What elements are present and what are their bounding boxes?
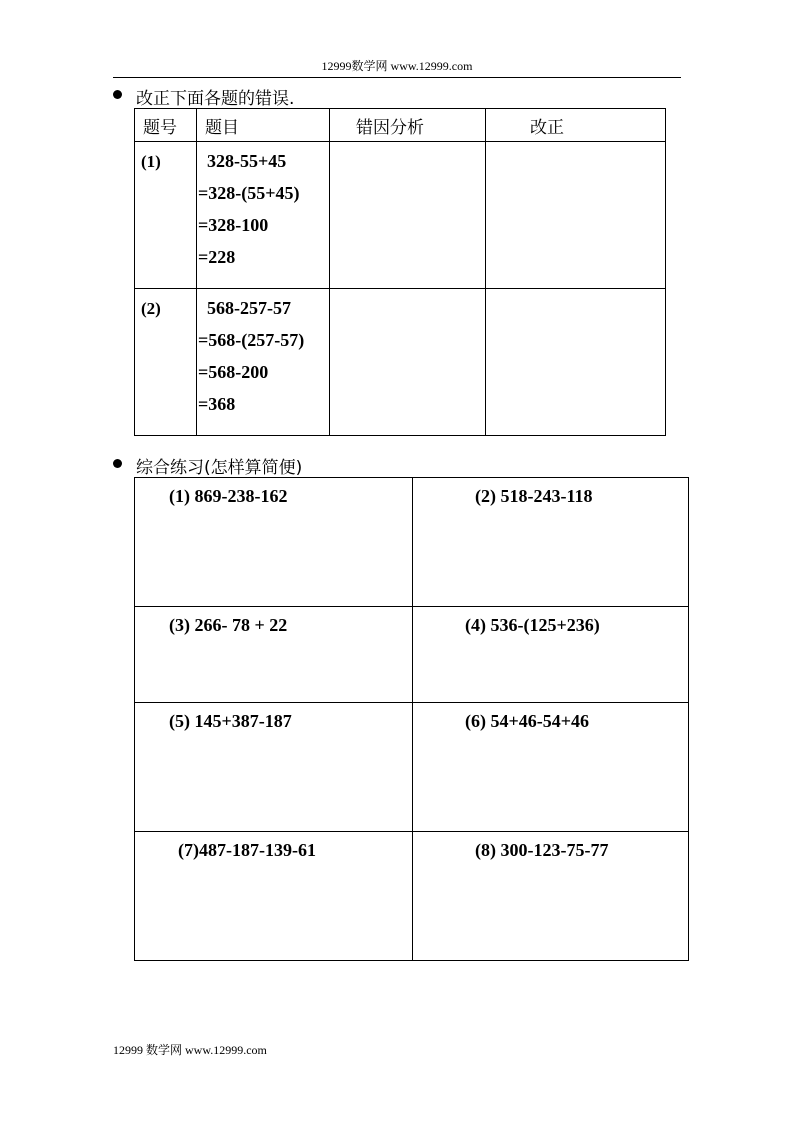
- problem-text: (8) 300-123-75-77: [475, 840, 609, 860]
- row-number-cell: [135, 142, 197, 289]
- table-row: [135, 703, 689, 832]
- table-header-row: [135, 109, 666, 142]
- problem-text: (6) 54+46-54+46: [465, 711, 589, 731]
- section-title-text: 综合练习(怎样算简便): [136, 458, 303, 478]
- section-title-text: 改正下面各题的错误.: [136, 89, 295, 109]
- error-analysis-cell[interactable]: [330, 289, 486, 436]
- page-footer: 12999 数学网 www.12999.com: [113, 1043, 267, 1057]
- problem-cell: [197, 142, 330, 289]
- table-row: [135, 832, 689, 961]
- problem-cell[interactable]: [413, 703, 689, 832]
- step-line: =568-200: [198, 362, 269, 382]
- table-row: [135, 478, 689, 607]
- section-title-corrections: [113, 84, 294, 109]
- step-line: 328-55+45: [207, 151, 287, 171]
- row-number: (2): [141, 299, 161, 318]
- problem-cell: [197, 289, 330, 436]
- problem-cell[interactable]: [413, 478, 689, 607]
- column-header-error-analysis: 错因分析: [330, 109, 486, 142]
- column-header-number: 题号: [135, 109, 197, 142]
- bullet-icon: [113, 459, 122, 468]
- table-row: [135, 289, 666, 436]
- problem-cell[interactable]: [135, 703, 413, 832]
- table-row: [135, 142, 666, 289]
- correction-cell[interactable]: [486, 142, 666, 289]
- row-number-cell: [135, 289, 197, 436]
- correction-cell[interactable]: [486, 289, 666, 436]
- practice-table: [134, 477, 689, 961]
- problem-cell[interactable]: [135, 607, 413, 703]
- step-line: =568-(257-57): [198, 330, 305, 350]
- corrections-table: [134, 108, 666, 436]
- column-header-problem: 题目: [197, 109, 330, 142]
- problem-text: (1) 869-238-162: [169, 486, 288, 506]
- problem-cell[interactable]: [135, 832, 413, 961]
- problem-text: (5) 145+387-187: [169, 711, 292, 731]
- problem-text: (7)487-187-139-61: [178, 840, 316, 860]
- column-header-correction: 改正: [486, 109, 666, 142]
- step-line: =328-(55+45): [198, 183, 300, 203]
- error-analysis-cell[interactable]: [330, 142, 486, 289]
- problem-cell[interactable]: [135, 478, 413, 607]
- problem-text: (3) 266- 78 + 22: [169, 615, 288, 635]
- bullet-icon: [113, 90, 122, 99]
- problem-cell[interactable]: [413, 607, 689, 703]
- step-line: =228: [198, 247, 236, 267]
- step-line: =328-100: [198, 215, 269, 235]
- row-number: (1): [141, 152, 161, 171]
- problem-cell[interactable]: [413, 832, 689, 961]
- problem-text: (2) 518-243-118: [475, 486, 593, 506]
- step-line: =368: [198, 394, 236, 414]
- table-row: [135, 607, 689, 703]
- page-header: 12999数学网 www.12999.com: [113, 57, 681, 78]
- section-title-practice: [113, 453, 302, 478]
- problem-text: (4) 536-(125+236): [465, 615, 600, 635]
- step-line: 568-257-57: [207, 298, 291, 318]
